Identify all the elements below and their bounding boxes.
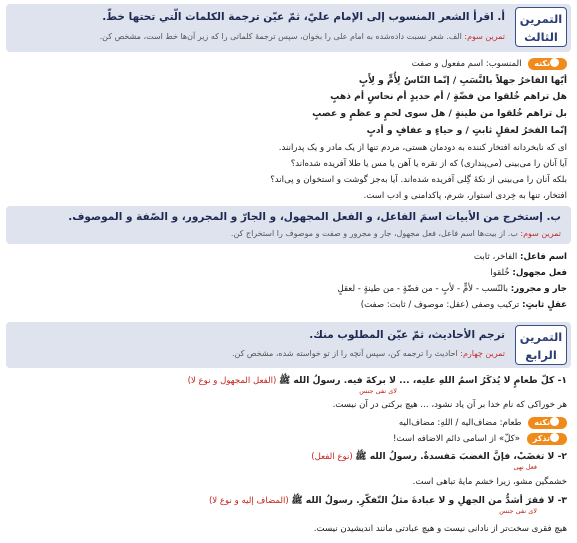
note-3-text: «كلّ» از اسامی دائم الاضافه است! [392, 434, 520, 444]
exercise-4-subtitle [14, 349, 505, 358]
note-icon-2 [550, 417, 559, 426]
hadith-2-request: (نوع الفعل) [311, 452, 353, 462]
hadith-3-underlabel: لای نفی جنس [499, 507, 537, 515]
hadith-3-request: (المضاف إليه و نوع لا) [208, 496, 289, 506]
exercise-4-subtitle-tag: تمرین چهارم: [460, 349, 505, 358]
answer-3 [10, 284, 567, 294]
answer-3-value: بالنّسب - لأمٍّ - لأبٍ - من فضّةٍ - من طينةٍ - لعقلٍ [337, 284, 508, 294]
hadith-2 [10, 450, 567, 464]
note-pill-2: نکته [528, 417, 567, 429]
exercise-4-subtitle-text: احادیث را ترجمه کن، سپس آنچه را از تو خواسته شده، مشخص کن. [231, 349, 458, 358]
hadith-3 [10, 494, 567, 508]
exercise-3b-header [6, 206, 571, 244]
exercise-4-badge: التمرين الرابع [515, 325, 567, 365]
note-icon [550, 58, 559, 67]
answer-4 [10, 300, 567, 310]
answer-4-value: ترکیب وصفی (عقل: موصوف / ثابت: صفت) [360, 300, 520, 310]
hadith-3-text: ۳- لا فقرَ أشدُّ من الجهلِ و لا عبادةَ مثلُ التّفكّرِ. رسولُ الله ﷺ [291, 495, 567, 506]
translation-line-2: آیا آنان را می‌بینی (می‌پنداری) که از نقره یا آهن یا مس یا طلا آفریده شده‌اند؟ [290, 159, 567, 169]
exercise-3b-title: ب. إستخرج من الأبيات اسمَ الفاعل، و الفعل المجهول، و الجارّ و المجرور، و الصّفة و الموصوف. [68, 211, 561, 223]
poem-line-2: هل تراهم خُلقوا من فضّةٍ / أم حديدٍ أم نحاسٍ أم ذهبٍ [330, 91, 567, 102]
answer-1-value: الفاخر، ثابت [473, 252, 518, 262]
note-1-text: المنسوب: اسم مفعول و صفت [411, 59, 522, 69]
note-1 [10, 58, 567, 70]
hadith-3-translation: هیچ فقری سخت‌تر از نادانی نیست و هیچ عبادتی مانند اندیشیدن نیست. [313, 524, 567, 534]
exercise-3b-subtitle [14, 229, 561, 238]
answer-1 [10, 252, 567, 262]
exercise-3-header [6, 4, 571, 52]
hadith-1-text: ۱- كلّ طعامٍ لا يُذكَرُ اسمُ اللهِ عليه، ... لا بركةَ فيه. رسولُ الله ﷺ [279, 375, 567, 386]
answer-2-label: فعل مجهول: [512, 268, 567, 278]
note-2-text: طعام: مضاف‌الیه / اللهِ: مضاف‌الیه [398, 418, 522, 428]
answer-3-label: جار و مجرور: [510, 284, 567, 294]
note-pill: نکته [528, 58, 567, 70]
answer-1-label: اسم فاعل: [520, 252, 567, 262]
hadith-1 [10, 374, 567, 388]
poem-line-4: إنّما الفخرُ لعقلٍ ثابتٍ / و حياءٍ و عفافٍ و أدبٍ [366, 125, 567, 136]
translation-line-1: ای که نابخردانه افتخار کننده به دودمان هستی، مردم تنها از یک مادر و یک پدرانند. [278, 143, 567, 153]
hadith-1-request: (الفعل المجهول و نوع لا) [187, 376, 277, 386]
exercise-3-title: أ. اقرأ الشعر المنسوب إلى الإمام عليّ، ثمّ عيّن ترجمة الكلمات الّتي تحتها خطّ. [102, 11, 505, 23]
answer-4-label: عقلٍ ثابتٍ: [522, 300, 567, 310]
exercise-3-subtitle [14, 32, 505, 41]
hadith-2-translation: خشمگین مشو، زیرا خشم مایهٔ تباهی است. [412, 477, 567, 487]
hadith-2-text: ۲- لا تغضَبْ، فإنَّ الغضبَ مَفسدةٌ. رسولُ الله ﷺ [355, 451, 567, 462]
note-3 [10, 433, 567, 445]
exercise-3b-subtitle-text: ب. از بیت‌ها اسم فاعل، فعل مجهول، جار و مجرور و صفت و موصوف را استخراج کن. [230, 229, 518, 238]
exercise-4-title: ترجم الأحاديث، ثمّ عيّن المطلوب منك. [309, 329, 505, 341]
translation-line-3: بلکه آنان را می‌بینی از تکهٔ گِلی آفریده شده‌اند. آیا به‌جز گوشت و استخوان و پی‌اند؟ [270, 175, 567, 185]
reminder-pill: تذکر [527, 433, 567, 445]
exercise-3-subtitle-text: الف. شعر نسبت داده‌شده به امام علی را بخوان، سپس ترجمهٔ کلماتی را که زیر آن‌ها خط است، مشخص کن. [99, 32, 462, 41]
hadith-2-underlabel: فعل نهی [513, 463, 537, 471]
exercise-3-subtitle-tag: تمرين سوم: [464, 32, 505, 41]
reminder-icon [550, 433, 559, 442]
answer-2 [10, 268, 567, 278]
hadith-1-underlabel: لای نفی جنس [359, 387, 397, 395]
poem-line-3: بل تراهم خُلقوا من طينةٍ / هل سوى لحمٍ و عظمٍ و عصبٍ [312, 108, 567, 119]
poem-line-1: أيّها الفاخرُ جهلاً بالنَّسَبِ / إنّما النّاسُ لِأُمٍّ و لِأَبٍ [358, 75, 567, 86]
hadith-1-translation: هر خوراکی که نام خدا بر آن یاد نشود، ... هیچ برکتی در آن نیست. [332, 400, 567, 410]
answer-2-value: خُلقوا [490, 268, 510, 278]
note-2 [10, 417, 567, 429]
exercise-3-badge: التمرين الثالث [515, 7, 567, 47]
exercise-4-header [6, 322, 571, 368]
exercise-3b-subtitle-tag: تمرین سوم: [520, 229, 561, 238]
translation-line-4: افتخار، تنها به خِردی استوار، شرم، پاکدامنی و ادب است. [363, 191, 567, 201]
